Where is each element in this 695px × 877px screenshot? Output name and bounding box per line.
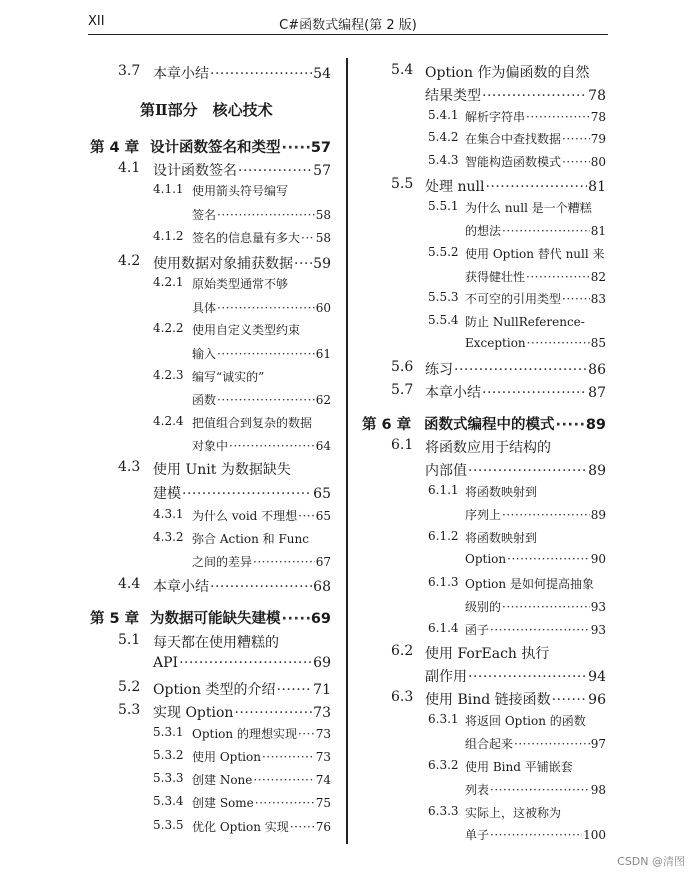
toc-entry-number: 4.2.4 (153, 414, 184, 428)
toc-entry-title: 防止 NullReference- (465, 315, 585, 329)
toc-entry[interactable] (465, 552, 606, 566)
toc-entry-number: 4.1.1 (153, 182, 184, 196)
toc-entry[interactable] (425, 689, 606, 709)
toc-entry-number: 6.1.2 (428, 529, 459, 543)
toc-page-number: 58 (315, 208, 331, 222)
toc-entry-title: 对象中 (192, 439, 229, 453)
toc-page-number: 69 (313, 655, 331, 671)
toc-entry[interactable] (192, 345, 331, 362)
toc-entry[interactable] (465, 804, 606, 821)
toc-page-number: 89 (588, 463, 606, 479)
toc-entry-number: 5.3.4 (153, 794, 184, 808)
toc-entry-title: 使用 Bind 平铺嵌套 (465, 760, 573, 774)
toc-entry-number: 第 4 章 (90, 140, 140, 156)
toc-entry-number: 4.4 (118, 576, 141, 592)
leader-dots (234, 705, 312, 721)
leader-dots (502, 600, 590, 614)
toc-entry[interactable] (425, 359, 606, 379)
toc-entry[interactable] (425, 437, 606, 457)
toc-entry-title: 实际上，这被称为 (465, 806, 562, 820)
toc-entry-title: 签名 (192, 208, 217, 222)
leader-dots (217, 393, 315, 407)
leader-dots (514, 737, 590, 751)
toc-entry-title: 使用数据对象捕获数据 (153, 256, 293, 272)
toc-entry-title: 将函数应用于结构的 (425, 440, 551, 456)
toc-page-number: 69 (310, 611, 331, 627)
leader-dots (290, 820, 315, 834)
toc-entry[interactable] (153, 576, 331, 596)
toc-entry[interactable] (192, 414, 331, 431)
toc-page-number: 89 (585, 417, 606, 433)
toc-page-number: 78 (588, 88, 606, 104)
toc-entry-title: 在集合中查找数据 (465, 132, 562, 146)
toc-entry[interactable] (153, 63, 331, 83)
leader-dots (217, 347, 315, 361)
leader-dots (490, 783, 590, 797)
toc-entry[interactable] (465, 735, 606, 752)
toc-entry[interactable] (192, 553, 331, 570)
toc-entry-title: 实现 Option (153, 705, 234, 721)
toc-entry-title: API (153, 655, 179, 671)
toc-page-number: 81 (588, 179, 606, 195)
toc-entry-title: 使用 Option 替代 null 来 (465, 247, 605, 261)
toc-entry[interactable] (153, 655, 331, 671)
toc-entry[interactable] (153, 253, 331, 273)
toc-page-number: 80 (590, 155, 606, 169)
toc-entry-title: Option 的理想实现 (192, 727, 297, 741)
toc-entry[interactable] (192, 182, 331, 199)
toc-entry-number: 5.2 (118, 679, 141, 695)
leader-dots (179, 655, 312, 671)
toc-entry[interactable] (465, 153, 606, 170)
toc-entry-number: 5.5.3 (428, 290, 459, 304)
page-number: XII (88, 14, 105, 29)
toc-page-number: 61 (315, 347, 331, 361)
toc-entry-number: 6.1.4 (428, 621, 459, 635)
toc-entry-number: 5.7 (391, 382, 414, 398)
toc-entry-title: 解析字符串 (465, 110, 526, 124)
toc-entry-number: 5.5.2 (428, 245, 459, 259)
toc-entry-title: 本章小结 (153, 66, 209, 82)
toc-entry-title: 使用 Option (192, 750, 261, 764)
toc-chapter-entry[interactable] (150, 136, 331, 157)
leader-dots (276, 682, 312, 698)
toc-page-number: 57 (310, 140, 331, 156)
part-title: 第Ⅱ部分 核心技术 (140, 101, 273, 119)
toc-entry-number: 5.5 (391, 176, 414, 192)
toc-page-number: 64 (315, 439, 331, 453)
toc-entry[interactable] (465, 245, 606, 262)
toc-entry-number: 5.3.1 (153, 725, 184, 739)
toc-entry[interactable] (425, 176, 606, 196)
toc-entry[interactable] (192, 771, 331, 788)
toc-page-number: 86 (588, 362, 606, 378)
toc-entry-title: 函子 (465, 623, 490, 637)
toc-entry-number: 6.3.2 (428, 758, 459, 772)
toc-entry[interactable] (425, 643, 606, 663)
toc-entry[interactable] (465, 268, 606, 285)
toc-entry[interactable] (192, 299, 331, 316)
leader-dots (229, 439, 315, 453)
toc-entry-title: 创建 Some (192, 796, 254, 810)
toc-entry[interactable] (192, 794, 331, 811)
toc-entry-title: 不可空的引用类型 (465, 292, 562, 306)
toc-entry-number: 5.1 (118, 632, 141, 648)
leader-dots (468, 669, 587, 685)
toc-entry-title: 本章小结 (425, 385, 481, 401)
toc-entry-title: Option 类型的介绍 (153, 682, 276, 698)
toc-entry[interactable] (465, 130, 606, 147)
watermark: CSDN @清图 (617, 855, 685, 868)
toc-entry-title: 弥合 Action 和 Func (192, 532, 309, 546)
toc-entry[interactable] (192, 530, 331, 547)
toc-entry-title: 每天都在使用糟糕的 (153, 635, 279, 651)
leader-dots (482, 385, 587, 401)
toc-page-number: 82 (590, 270, 606, 284)
leader-dots (562, 292, 590, 306)
toc-entry[interactable] (465, 336, 606, 350)
toc-entry-title: 签名的信息量有多大 (192, 231, 301, 245)
toc-entry-number: 6.3.3 (428, 804, 459, 818)
toc-entry-title: 创建 None (192, 773, 253, 787)
toc-page-number: 100 (583, 828, 606, 842)
toc-page-number: 89 (590, 508, 606, 522)
leader-dots (527, 336, 590, 350)
leader-dots (301, 231, 315, 245)
toc-entry-title: 编写“诚实的” (192, 370, 265, 384)
toc-entry-title: 处理 null (425, 179, 485, 195)
toc-entry-title: 级别的 (465, 600, 502, 614)
toc-entry-number: 6.3 (391, 689, 414, 705)
toc-entry[interactable] (153, 459, 331, 479)
toc-entry[interactable] (153, 679, 331, 699)
toc-entry[interactable] (465, 712, 606, 729)
toc-entry-number: 4.1.2 (153, 229, 184, 243)
toc-entry-title: 将函数映射到 (465, 531, 538, 545)
leader-dots (507, 552, 590, 566)
toc-entry-title: 列表 (465, 783, 490, 797)
toc-entry-number: 5.5.1 (428, 199, 459, 213)
toc-entry[interactable] (192, 818, 331, 835)
toc-page-number: 60 (315, 301, 331, 315)
toc-page-number: 94 (588, 669, 606, 685)
toc-entry[interactable] (465, 598, 606, 615)
leader-dots (562, 132, 590, 146)
toc-entry-title: 为什么 void 不理想 (192, 509, 298, 523)
leader-dots (526, 270, 590, 284)
toc-entry-title: 序列上 (465, 508, 502, 522)
toc-entry-number: 第 6 章 (362, 417, 412, 433)
toc-entry-number: 6.1 (391, 437, 414, 453)
toc-entry[interactable] (192, 391, 331, 408)
toc-page-number: 93 (590, 623, 606, 637)
toc-entry-title: Option 是如何提高抽象 (465, 577, 594, 591)
toc-entry[interactable] (192, 321, 331, 338)
toc-entry-title: 将函数映射到 (465, 485, 538, 499)
toc-entry-number: 5.3.5 (153, 818, 184, 832)
toc-entry[interactable] (425, 382, 606, 402)
toc-page-number: 65 (313, 486, 331, 502)
toc-page-number: 54 (313, 66, 331, 82)
toc-page-number: 73 (315, 727, 331, 741)
toc-entry[interactable] (192, 748, 331, 765)
toc-entry[interactable] (192, 725, 331, 742)
leader-dots (210, 579, 312, 595)
toc-page-number: 98 (590, 783, 606, 797)
leader-dots (217, 301, 315, 315)
leader-dots (502, 508, 590, 522)
toc-entry[interactable] (465, 529, 606, 546)
toc-chapter-entry[interactable] (150, 607, 331, 628)
toc-page-number: 87 (588, 385, 606, 401)
toc-entry-number: 5.3.3 (153, 771, 184, 785)
toc-page-number: 79 (590, 132, 606, 146)
leader-dots (502, 224, 590, 238)
toc-chapter-entry[interactable] (424, 413, 606, 434)
page-header (88, 10, 608, 35)
toc-entry[interactable] (465, 199, 606, 216)
toc-page-number: 65 (315, 509, 331, 523)
toc-page-number: 62 (315, 393, 331, 407)
toc-entry[interactable] (192, 275, 331, 292)
toc-entry-title: 单子 (465, 828, 490, 842)
toc-page-number: 93 (590, 600, 606, 614)
toc-entry-number: 4.3 (118, 459, 141, 475)
toc-entry[interactable] (153, 483, 331, 503)
toc-entry-title: 使用自定义类型约束 (192, 323, 301, 337)
toc-entry-title: 为数据可能缺失建模 (150, 611, 281, 627)
toc-entry-number: 4.1 (118, 160, 141, 176)
toc-entry-number: 5.4.1 (428, 108, 459, 122)
leader-dots (482, 88, 587, 104)
toc-entry-number: 5.3 (118, 702, 141, 718)
toc-entry-title: 内部值 (425, 463, 467, 479)
leader-dots (210, 66, 312, 82)
toc-entry-title: 使用箭头符号编写 (192, 184, 289, 198)
toc-entry[interactable] (465, 313, 606, 330)
leader-dots (294, 256, 312, 272)
toc-entry[interactable] (465, 222, 606, 239)
toc-page-number: 75 (315, 796, 331, 810)
leader-dots (282, 140, 310, 156)
toc-entry-title: Option 作为偏函数的自然 (425, 65, 590, 81)
toc-entry-title: 使用 ForEach 执行 (425, 646, 550, 662)
leader-dots (262, 750, 315, 764)
toc-entry-title: 输入 (192, 347, 217, 361)
toc-entry-title: 将返回 Option 的函数 (465, 714, 586, 728)
toc-entry[interactable] (465, 781, 606, 798)
toc-entry-title: 函数式编程中的模式 (424, 417, 555, 433)
leader-dots (526, 110, 590, 124)
toc-entry-title: 智能构造函数模式 (465, 155, 562, 169)
toc-entry-title: 优化 Option 实现 (192, 820, 289, 834)
leader-dots (255, 796, 315, 810)
toc-page-number: 59 (313, 256, 331, 272)
toc-page-number: 74 (315, 773, 331, 787)
toc-entry-title: 结果类型 (425, 88, 481, 104)
toc-entry[interactable] (425, 62, 606, 82)
toc-page-number: 67 (315, 555, 331, 569)
leader-dots (298, 509, 315, 523)
leader-dots (454, 362, 587, 378)
leader-dots (298, 727, 315, 741)
toc-entry[interactable] (153, 632, 331, 652)
toc-entry[interactable] (192, 368, 331, 385)
toc-entry-title: 设计函数签名 (153, 163, 237, 179)
leader-dots (253, 555, 315, 569)
toc-entry[interactable] (465, 506, 606, 523)
toc-entry-number: 4.2.3 (153, 368, 184, 382)
leader-dots (182, 486, 312, 502)
toc-entry-title: 设计函数签名和类型 (150, 140, 281, 156)
toc-entry[interactable] (153, 160, 331, 180)
toc-entry[interactable] (465, 483, 606, 500)
toc-entry-number: 6.2 (391, 643, 414, 659)
toc-entry[interactable] (192, 507, 331, 524)
toc-page-number: 85 (590, 336, 606, 350)
toc-entry-title: 之间的差异 (192, 555, 253, 569)
toc-entry-number: 6.1.3 (428, 575, 459, 589)
toc-entry[interactable] (192, 206, 331, 223)
toc-entry[interactable] (425, 460, 606, 480)
toc-page-number: 73 (313, 705, 331, 721)
leader-dots (468, 463, 587, 479)
toc-entry-number: 6.1.1 (428, 483, 459, 497)
toc-entry[interactable] (465, 826, 606, 843)
toc-entry-number: 4.2.1 (153, 275, 184, 289)
toc-entry-number: 4.3.1 (153, 507, 184, 521)
toc-entry-number: 5.4.3 (428, 153, 459, 167)
leader-dots (490, 828, 582, 842)
toc-page-number: 76 (315, 820, 331, 834)
toc-entry-title: Option (465, 552, 507, 566)
toc-entry[interactable] (465, 290, 606, 307)
leader-dots (562, 155, 590, 169)
toc-entry[interactable] (465, 108, 606, 125)
leader-dots (490, 623, 590, 637)
book-title: C#函数式编程(第 2 版) (279, 18, 417, 33)
toc-page-number: 97 (590, 737, 606, 751)
toc-page-number: 68 (313, 579, 331, 595)
toc-entry-number: 3.7 (118, 63, 141, 79)
toc-entry-number: 5.4 (391, 62, 414, 78)
column-divider (346, 58, 348, 844)
toc-entry[interactable] (425, 666, 606, 686)
leader-dots (552, 692, 588, 708)
toc-entry-title: 副作用 (425, 669, 467, 685)
toc-page-number: 81 (590, 224, 606, 238)
toc-entry-number: 4.2.2 (153, 321, 184, 335)
toc-entry-number: 5.6 (391, 359, 414, 375)
leader-dots (217, 208, 315, 222)
toc-entry-number: 6.3.1 (428, 712, 459, 726)
toc-entry-title: 使用 Unit 为数据缺失 (153, 462, 291, 478)
toc-entry-title: 函数 (192, 393, 217, 407)
toc-entry-title: 获得健壮性 (465, 270, 526, 284)
toc-page-number: 58 (315, 231, 331, 245)
toc-entry-number: 5.5.4 (428, 313, 459, 327)
toc-entry-title: 建模 (153, 486, 181, 502)
toc-entry-number: 4.3.2 (153, 530, 184, 544)
toc-page-number: 90 (590, 552, 606, 566)
toc-entry[interactable] (192, 437, 331, 454)
toc-entry-title: Exception (465, 336, 526, 350)
toc-entry-title: 具体 (192, 301, 217, 315)
toc-entry[interactable] (465, 758, 606, 775)
leader-dots (556, 417, 585, 433)
toc-entry-title: 练习 (425, 362, 453, 378)
toc-entry-number: 5.3.2 (153, 748, 184, 762)
toc-entry-title: 把值组合到复杂的数据 (192, 416, 313, 430)
toc-entry[interactable] (153, 702, 331, 722)
toc-entry-title: 的想法 (465, 224, 502, 238)
toc-entry[interactable] (192, 229, 331, 246)
toc-entry[interactable] (465, 575, 606, 592)
toc-entry-number: 5.4.2 (428, 130, 459, 144)
toc-entry[interactable] (465, 621, 606, 638)
toc-entry[interactable] (425, 85, 606, 105)
toc-page-number: 57 (313, 163, 331, 179)
toc-page-number: 96 (588, 692, 606, 708)
toc-page-number: 73 (315, 750, 331, 764)
leader-dots (238, 163, 312, 179)
toc-entry-title: 为什么 null 是一个糟糕 (465, 201, 592, 215)
leader-dots (485, 179, 587, 195)
toc-page-number: 71 (313, 682, 331, 698)
leader-dots (253, 773, 314, 787)
toc-entry-title: 原始类型通常不够 (192, 277, 289, 291)
toc-entry-title: 本章小结 (153, 579, 209, 595)
leader-dots (282, 611, 310, 627)
toc-entry-number: 4.2 (118, 253, 141, 269)
toc-entry-title: 使用 Bind 链接函数 (425, 692, 551, 708)
toc-entry-title: 组合起来 (465, 737, 514, 751)
toc-entry-number: 第 5 章 (90, 611, 140, 627)
toc-page-number: 83 (590, 292, 606, 306)
toc-page-number: 78 (590, 110, 606, 124)
